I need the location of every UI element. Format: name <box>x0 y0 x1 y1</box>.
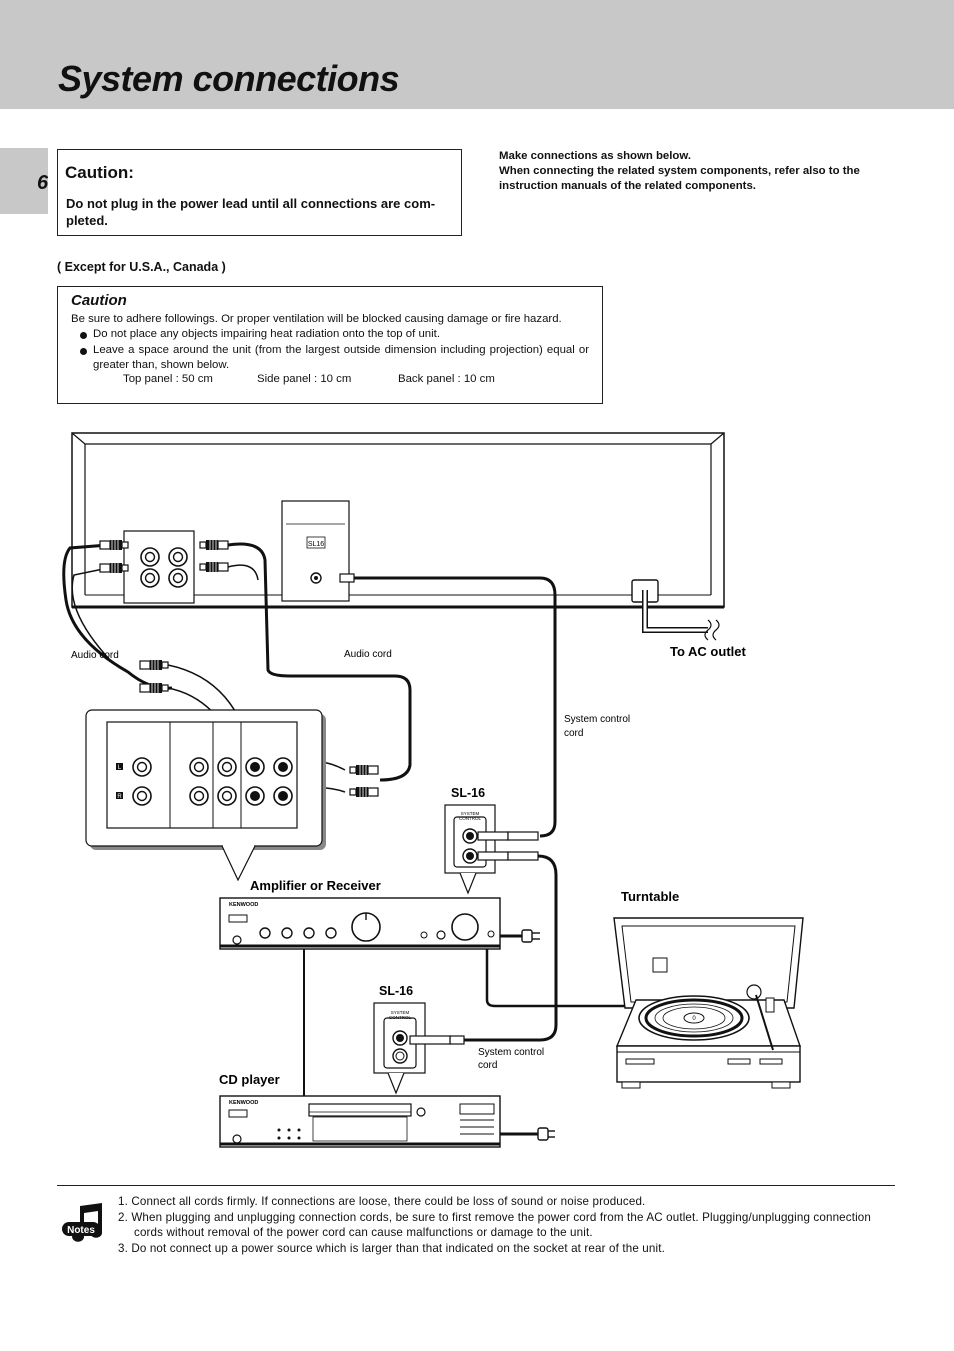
sl16-bottom-label: SL-16 <box>379 984 414 998</box>
region-note: ( Except for U.S.A., Canada ) <box>57 260 226 274</box>
svg-text:KENWOOD: KENWOOD <box>229 902 259 908</box>
sl16-panel-label: SL16 <box>307 541 325 548</box>
note-item: 3. Do not connect up a power source which is larger than that indicated on the socket at rear of the unit. <box>118 1241 665 1255</box>
clearance-back: Back panel : 10 cm <box>398 373 495 385</box>
rca-plug-icon <box>140 683 168 693</box>
rca-plug-icon <box>140 660 168 670</box>
ventilation-list <box>71 327 589 374</box>
caution-box <box>57 149 462 236</box>
rca-jack <box>246 758 264 776</box>
bullet-dot-icon <box>80 348 87 355</box>
svg-text:SYSTEM: SYSTEM <box>460 811 480 816</box>
ventilation-intro: Be sure to adhere followings. Or proper ventilation will be blocked causing damage or fire hazard. <box>71 313 562 325</box>
amplifier-front <box>220 898 500 949</box>
connection-diagram <box>0 420 954 1180</box>
sl16-connector-amplifier <box>445 805 495 893</box>
svg-text:CONTROL: CONTROL <box>458 816 482 821</box>
rca-jack <box>190 758 208 776</box>
caution-text: Do not plug in the power lead until all connections are com- pleted. <box>66 196 436 228</box>
clearance-top: Top panel : 50 cm <box>123 373 213 385</box>
svg-text:R: R <box>117 794 122 800</box>
rca-plug-icon <box>100 563 128 573</box>
sl16-top-label: SL-16 <box>451 786 486 800</box>
rca-jack <box>133 758 151 776</box>
note-item: 2. When plugging and unplugging connection cords, be sure to first remove the power cord from the AC outlet. Plugging/unplugging connection cords without removal of the power cord can cause malfunctions or damage to the unit. <box>118 1210 872 1239</box>
rca-jack <box>246 787 264 805</box>
sl16-connector-cd <box>374 1003 425 1093</box>
cd-player-front <box>220 1096 500 1147</box>
clearance-values <box>123 373 495 385</box>
svg-text:Notes: Notes <box>67 1225 95 1236</box>
cd-player-label: CD player <box>219 1072 280 1087</box>
intro-text <box>499 149 909 194</box>
bullet-dot-icon <box>80 332 87 339</box>
rca-jack <box>218 787 236 805</box>
caution-title: Caution: <box>65 163 134 182</box>
system-control-cord-2-label: System control <box>478 1047 545 1058</box>
ventilation-title: Caution <box>71 292 127 309</box>
svg-text:CONTROL: CONTROL <box>388 1015 412 1020</box>
turntable-icon <box>614 918 803 1088</box>
audio-output-panel <box>124 531 194 603</box>
sl16-rear-panel <box>282 501 349 601</box>
amplifier-label: Amplifier or Receiver <box>250 878 381 893</box>
rca-plug-icon <box>200 562 228 572</box>
svg-text:KENWOOD: KENWOOD <box>229 1100 259 1106</box>
rca-jack <box>218 758 236 776</box>
rca-jack <box>141 548 159 566</box>
page-number: 6 <box>37 172 49 194</box>
rca-jack <box>141 569 159 587</box>
notes-icon <box>62 1202 104 1244</box>
rca-plug-icon <box>100 540 128 550</box>
plug-icon <box>538 1128 555 1140</box>
platter-label: 0 <box>692 1016 696 1022</box>
ventilation-bullet: Do not place any objects impairing heat radiation onto the top of unit. <box>71 327 589 343</box>
amplifier-rear-panel <box>86 710 326 880</box>
svg-text:SYSTEM: SYSTEM <box>390 1010 410 1015</box>
rca-plug-icon <box>350 765 378 775</box>
svg-text:cord: cord <box>478 1060 498 1071</box>
rca-jack <box>190 787 208 805</box>
audio-cord-left-label: Audio cord <box>71 650 119 661</box>
rca-jack <box>169 569 187 587</box>
clearance-side: Side panel : 10 cm <box>257 373 352 385</box>
rca-jack <box>274 787 292 805</box>
note-item: 1. Connect all cords firmly. If connections are loose, there could be loss of sound or noise produced. <box>118 1195 646 1208</box>
to-ac-outlet-label: To AC outlet <box>670 644 746 659</box>
notes-divider <box>57 1185 895 1186</box>
ventilation-caution-box <box>57 286 603 404</box>
wall-outlet-icon <box>705 620 719 640</box>
rca-jack <box>133 787 151 805</box>
main-unit-rear <box>72 433 724 607</box>
intro-line-1: Make connections as shown below. <box>499 150 691 162</box>
intro-line-2: When connecting the related system components, refer also to the instruction manuals of the related components. <box>499 165 860 192</box>
svg-text:cord: cord <box>564 728 584 739</box>
audio-cord-right-label: Audio cord <box>344 649 392 660</box>
notes-list <box>118 1194 898 1256</box>
svg-text:L: L <box>117 765 122 771</box>
plug-icon <box>522 930 540 942</box>
rca-plug-icon <box>350 787 378 797</box>
rca-plug-icon <box>200 540 228 550</box>
turntable-label: Turntable <box>621 889 680 904</box>
page-title: System connections <box>58 58 400 99</box>
system-control-cord-1-label: System control <box>564 714 631 725</box>
rca-jack <box>274 758 292 776</box>
rca-jack <box>169 548 187 566</box>
ventilation-bullet: Leave a space around the unit (from the largest outside dimension including projection) equal or greater than, shown below. <box>71 343 589 374</box>
